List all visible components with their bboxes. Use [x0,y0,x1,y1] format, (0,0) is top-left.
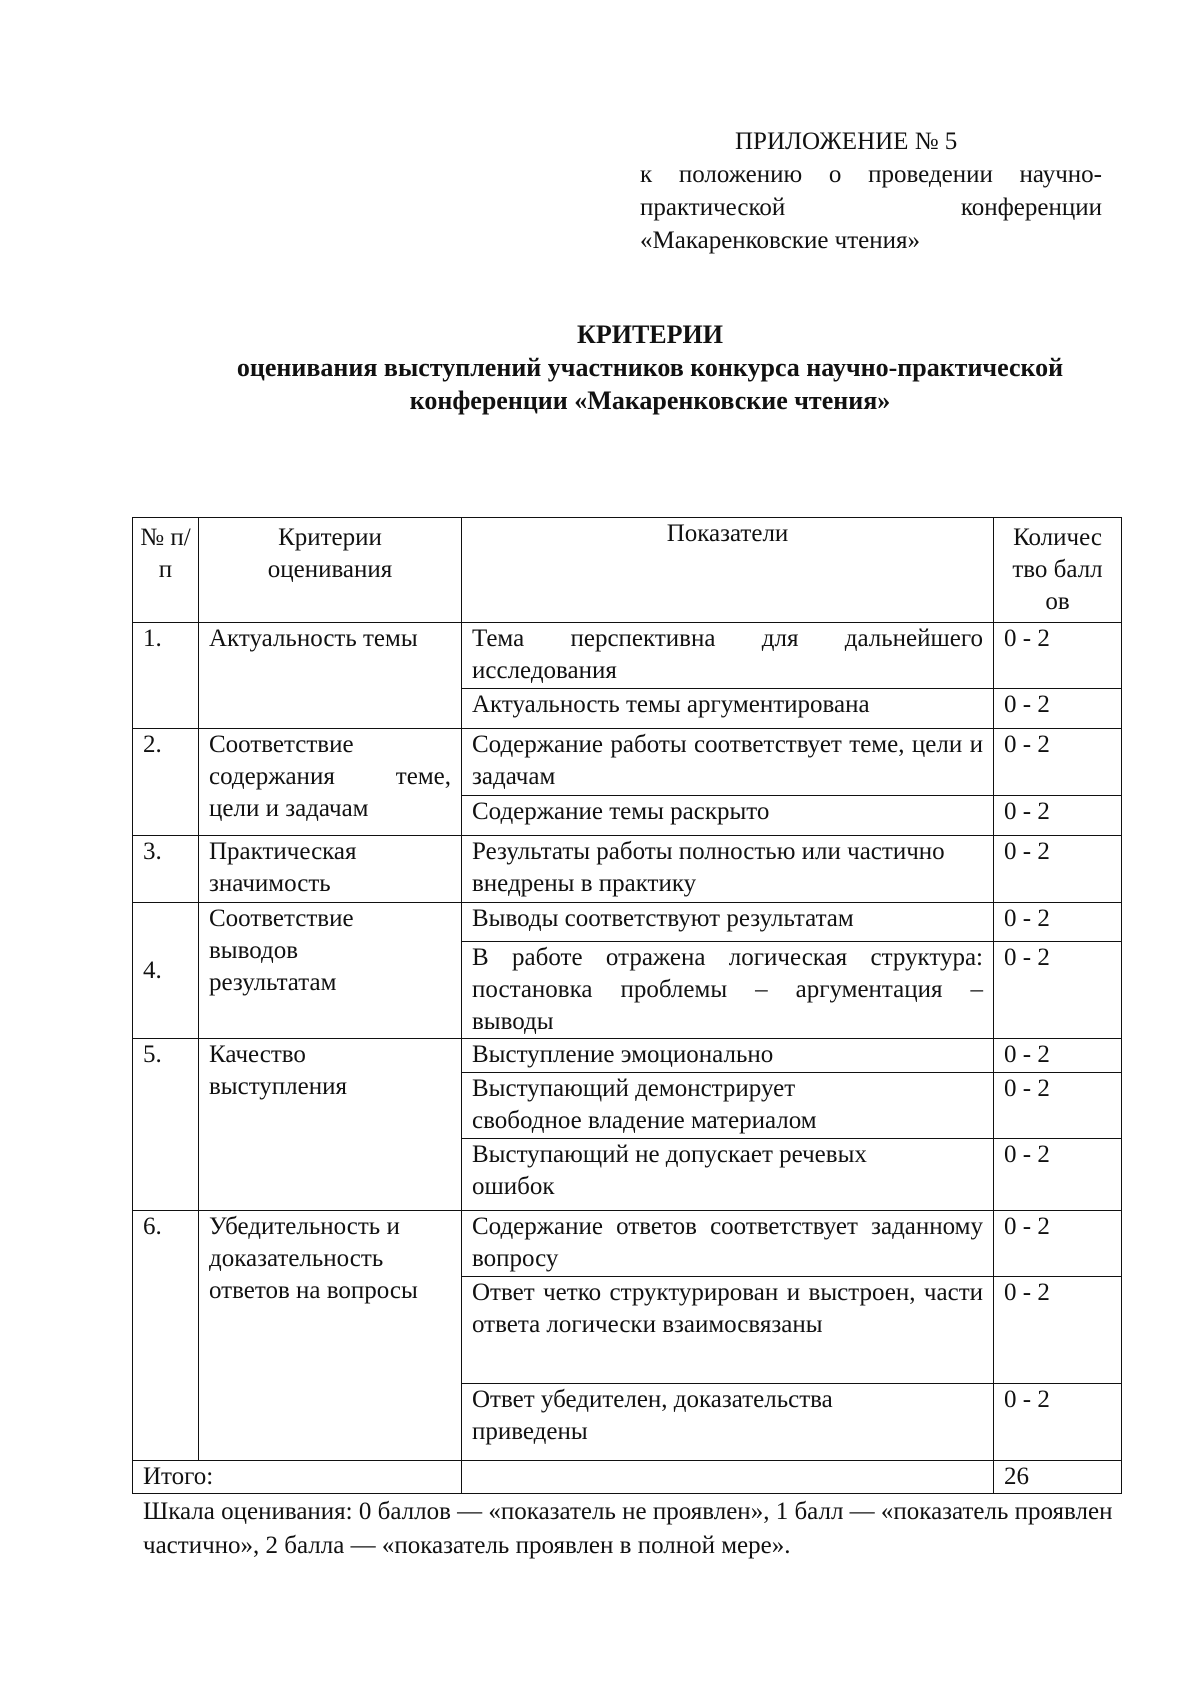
appendix-line-2-right: конференции [960,194,1102,221]
table-row [133,729,1122,796]
row-indicator: Содержание ответов соответствует заданному вопросу [462,1211,994,1277]
row-points: 0 - 2 [994,1277,1122,1384]
header-criteria: Критерии оценивания [199,518,462,623]
row-criterion: Актуальность темы [199,623,462,729]
row-indicator: Тема перспективна для дальнейшего исследования [462,623,994,689]
row-points: 0 - 2 [994,1073,1122,1139]
row-indicator: Актуальность темы аргументирована [462,689,994,729]
row-num: 4. [133,903,199,1039]
row-points: 0 - 2 [994,903,1122,942]
appendix-block [640,125,1102,257]
row-num: 1. [133,623,199,729]
total-row [133,1461,1122,1494]
heading-subtitle-line-1: оценивания выступлений участников конкурса научно-практической [236,353,1064,382]
row-points: 0 - 2 [994,1211,1122,1277]
grading-scale-note: Шкала оценивания: 0 баллов — «показатель не проявлен», 1 балл — «показатель проявлен частично», 2 балла — «показатель проявлен в полной мере». [143,1498,1113,1559]
row-points: 0 - 2 [994,1039,1122,1073]
header-num: № п/п [133,518,199,623]
row-points: 0 - 2 [994,689,1122,729]
row-num: 3. [133,836,199,903]
row-points: 0 - 2 [994,1384,1122,1461]
table-row [133,836,1122,903]
table-header-row [133,518,1122,623]
row-points: 0 - 2 [994,623,1122,689]
appendix-line-3: «Макаренковские чтения» [640,227,921,254]
total-empty-cell [462,1461,994,1494]
header-points: Количес тво баллов [994,518,1122,623]
table-row [133,623,1122,689]
appendix-line-1: к положению о проведении научно- [640,161,1102,188]
document-heading [130,318,1170,417]
criteria-table [132,517,1122,1494]
appendix-title: ПРИЛОЖЕНИЕ № 5 [735,128,958,155]
row-criterion: Убедительность и доказательность ответов на вопросы [199,1211,462,1461]
row-points: 0 - 2 [994,729,1122,796]
row-points: 0 - 2 [994,836,1122,903]
row-indicator: Содержание темы раскрыто [462,796,994,836]
row-indicator: Ответ убедителен, доказательства приведены [462,1384,994,1461]
row-points: 0 - 2 [994,796,1122,836]
row-num: 5. [133,1039,199,1211]
header-indicators: Показатели [462,518,994,623]
row-indicator: В работе отражена логическая структура: постановка проблемы – аргументация – выводы [462,942,994,1039]
row-points: 0 - 2 [994,1139,1122,1211]
row-criterion: Практическая значимость [199,836,462,903]
row-indicator: Выступление эмоционально [462,1039,994,1073]
row-num: 2. [133,729,199,836]
table-row [133,903,1122,942]
row-criterion: Соответствие выводов результатам [199,903,462,1039]
appendix-line-2-left: практической [640,194,786,221]
row-indicator: Выступающий не допускает речевых ошибок [462,1139,994,1211]
row-num: 6. [133,1211,199,1461]
table-row [133,1211,1122,1277]
table-row [133,1039,1122,1073]
row-criterion: Качество выступления [199,1039,462,1211]
appendix-line-2 [640,191,1102,224]
heading-subtitle-line-2: конференции «Макаренковские чтения» [409,386,891,415]
total-label: Итого: [133,1461,462,1494]
row-indicator: Ответ четко структурирован и выстроен, части ответа логически взаимосвязаны [462,1277,994,1384]
row-indicator: Результаты работы полностью или частично внедрены в практику [462,836,994,903]
row-criterion: Соответствие содержания теме, цели и задачам [199,729,462,836]
row-indicator: Выводы соответствуют результатам [462,903,994,942]
total-value: 26 [994,1461,1122,1494]
row-indicator: Содержание работы соответствует теме, цели и задачам [462,729,994,796]
heading-title: КРИТЕРИИ [577,320,723,349]
row-indicator: Выступающий демонстрирует свободное владение материалом [462,1073,994,1139]
row-points: 0 - 2 [994,942,1122,1039]
